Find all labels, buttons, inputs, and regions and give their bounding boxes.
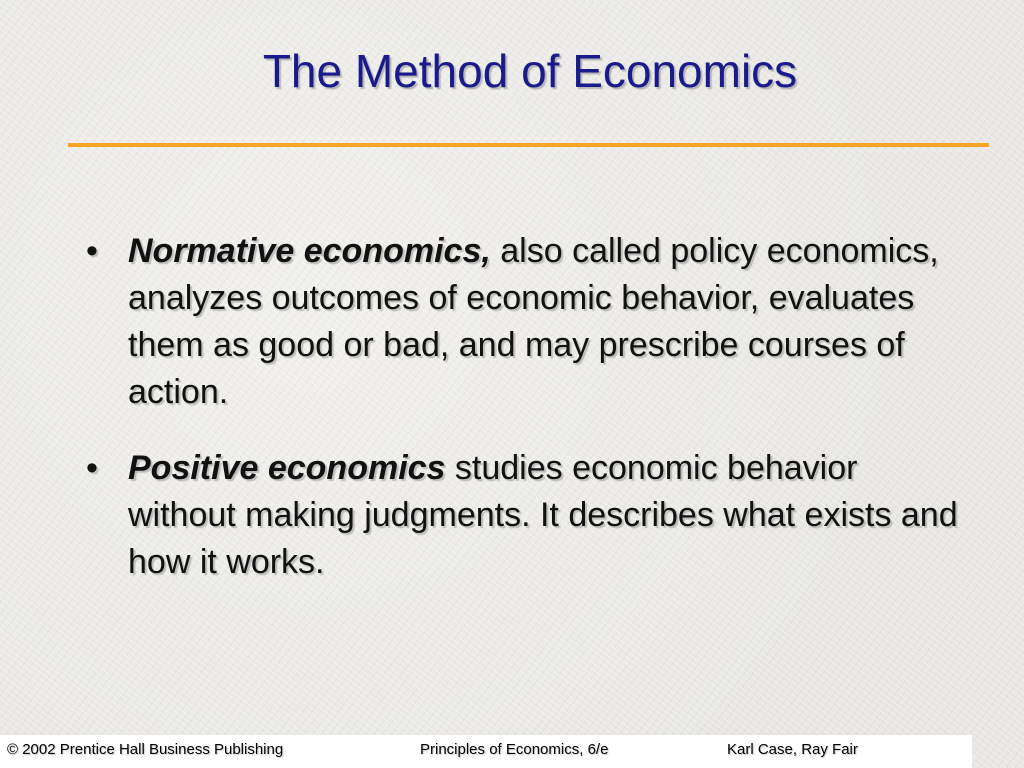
bullet-text: also called policy economics, analyzes outcomes of economic behavior, evaluates them as good or bad, and may prescribe courses of action. bbox=[128, 232, 939, 411]
term-normative-economics: Normative economics bbox=[128, 232, 482, 270]
bullet-positive-economics bbox=[86, 445, 966, 586]
term-positive-economics: Positive economics bbox=[128, 449, 446, 487]
bullet-marker: • bbox=[86, 449, 98, 487]
footer-authors: Karl Case, Ray Fair bbox=[727, 741, 858, 758]
slide-title: The Method of Economics bbox=[262, 45, 798, 97]
bullet-text: studies economic behavior without making judgments. It describes what exists and how it works. bbox=[128, 449, 958, 581]
footer-book-title: Principles of Economics, 6/e bbox=[420, 741, 609, 758]
footer-bar bbox=[0, 735, 972, 768]
bullet-normative-economics bbox=[86, 228, 966, 416]
bullet-marker: • bbox=[86, 232, 98, 270]
footer-copyright: © 2002 Prentice Hall Business Publishing bbox=[7, 741, 284, 758]
bullet-list bbox=[86, 228, 966, 586]
title-divider bbox=[68, 143, 989, 147]
term-punctuation: , bbox=[481, 232, 491, 270]
